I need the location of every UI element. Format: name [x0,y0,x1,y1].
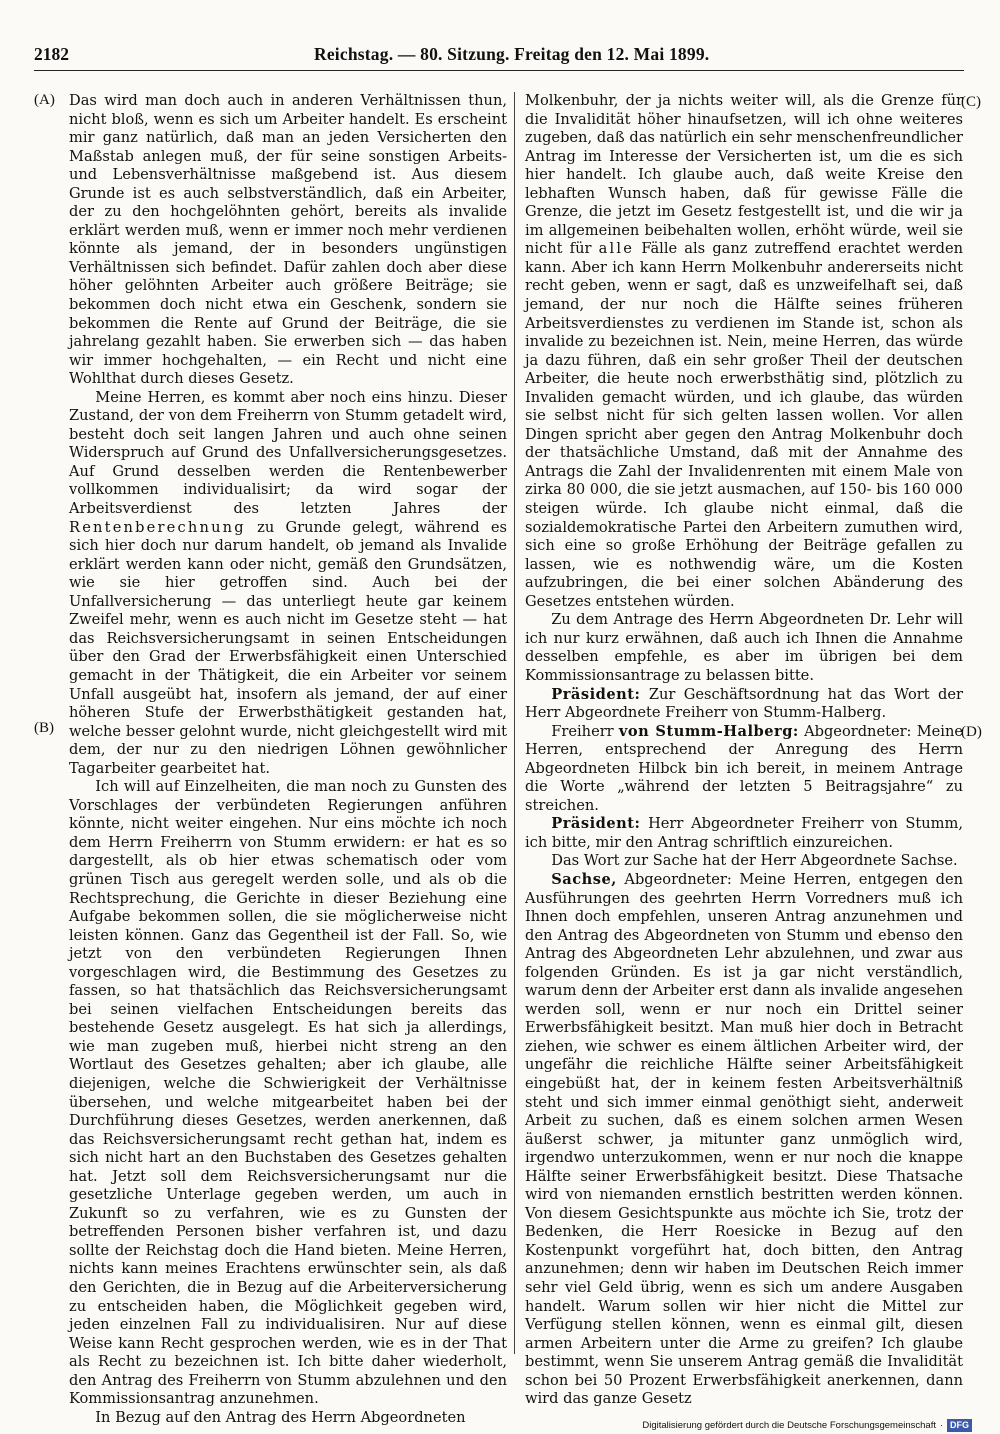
footer-separator: · [940,1420,943,1430]
speech-text: Herr Abgeordneter Freiherr von Stumm, ich bitte, mir den Antrag schriftlich einzureichen. [525,815,963,851]
text-run: zu Grunde gelegt, während es sich hier doch nur darum handelt, ob jemand als Invalide erklärt werden kann oder nicht, gemäß den Grundsätzen, wie sie hier getroffen sind. Auch bei der Unfallversicherung — das unterliegt heute gar keinem Zweifel mehr, wenn es auch nicht im Gesetze steht — hat das Reichsversicherungsamt in seinen Entscheidungen über den Grad der Erwerbsfähigkeit einen Unterschied gemacht in der Thätigkeit, die ein Arbeiter vor seinem Unfall ausgeübt hat, insofern als jemand, der auf einer höheren Stufe der Erwerbsthätigkeit gestanden hat, welche besser gelohnt wurde, nicht gleichgestellt wird mit dem, der nur zu den niedrigen Löhnen gewöhnlicher Tagarbeiter gearbeitet hat. [69,518,507,777]
footer-credit [642,1418,972,1432]
paragraph: Das Wort zur Sache hat der Herr Abgeordnete Sachse. [551,852,958,870]
column-divider [514,92,515,1354]
speaker-name: von Stumm-Halberg: [618,722,799,740]
dfg-logo: DFG [947,1419,972,1432]
text-run: Meine Herren, es kommt aber noch eins hinzu. Dieser Zustand, der von dem Freiherrn von Stumm getadelt wird, besteht doch seit langen Jahren und auch ohne seinen Widerspruch auf Grund des Unfallversicherungsgesetzes. Auf Grund desselben werden die Rentenbewerber vollkommen individualisirt; da wird sogar der Arbeitsverdienst des letzten Jahres der [69,388,507,518]
text-run-spaced: Rentenberechnung [69,518,246,536]
speaker-name: Präsident: [551,815,641,833]
speech-text: Abgeordneter: Meine Herren, entgegen den Ausführungen des geehrten Herrn Vorredners muß ich Ihnen doch empfehlen, unseren Antrag anzunehmen und den Antrag des Abgeordneten von Stumm und ebenso den Antrag des Abgeordneten Lehr abzulehnen, und zwar aus folgenden Gründen. Es ist ja gar nicht verständlich, warum denn der Arbeiter erst dann als invalide angesehen werden soll, wenn er nur noch ein Drittel seiner Erwerbsfähigkeit besitzt. Man muß hier doch in Betracht ziehen, wie schwer es einem ältlichen Arbeiter wird, der ungefähr die reichliche Hälfte seiner Arbeitsfähigkeit eingebüßt hat, der in keinem festen Arbeitsverhältniß steht und sich immer einmal genöthigt sieht, anderweit Arbeit zu suchen, daß es einem solchen armen Wesen äußerst schwer, ja mitunter ganz unmöglich wird, irgendwo unterzukommen, wenn er nur noch die knappe Hälfte seiner Erwerbsfähigkeit besitzt. Diese Thatsache wird von niemanden ernstlich bestritten werden können. Von diesem Gesichtspunkte aus möchte ich Sie, trotz der Bedenken, die Herr Roesicke in Bezug auf den Kostenpunkt vorgeführt hat, doch bitten, den Antrag anzunehmen; denn wir haben im Deutschen Reich immer sehr viel Geld übrig, wenn es sich um andere Ausgaben handelt. Warum sollen wir hier nicht die Mittel zur Verfügung stellen können, wenn es einmal gilt, diesen armen Arbeitern unter die Arme zu greifen? Ich glaube bestimmt, wenn Sie unserem Antrag gemäß die Invalidität schon bei 50 Prozent Erwerbsfähigkeit anerkennen, dann wird das ganze Gesetz [525,870,964,1408]
paragraph [69,389,507,778]
paragraph: Ich will auf Einzelheiten, die man noch zu Gunsten des Vorschlages der verbündeten Regierungen anführen könnte, nicht weiter eingehen. Nur eins möchte ich noch dem Herrn Freiherrn von Stumm erwidern: er hat es so dargestellt, als ob hier etwas schematisch oder vom grünen Tisch aus geregelt werden solle, und als ob die Rechtsprechung, die Gerichte in dieser Beziehung eine Aufgabe bekommen sollen, die sie möglicherweise nicht leisten können. Ganz das Gegentheil ist der Fall. So, wie jetzt von den verbündeten Regierungen Ihnen vorgeschlagen wird, die Bestimmung des Gesetzes zu fassen, so hat thatsächlich das Reichsversicherungsamt bei seinen vielfachen Entscheidungen bereits das bestehende Gesetz ausgelegt. Es hat sich ja allerdings, wie man zugeben muß, hierbei nicht streng an den Wortlaut des Gesetzes gehalten; aber ich glaube, alle diejenigen, welche die Schwierigkeit der Verhältnisse übersehen, und welche mitgearbeitet haben bei der Durchführung dieses Gesetzes, werden anerkennen, daß das Reichsversicherungsamt recht gethan hat, indem es sich nicht hart an den Buchstaben des Gesetzes gehalten hat. Jetzt soll dem Reichsversicherungsamt nur die gesetzliche Unterlage gegeben werden, um auch in Zukunft so zu verfahren, wie es zu Gunsten der betreffenden Personen bisher verfahren ist, und dazu sollte der Reichstag doch die Hand bieten. Meine Herren, nichts kann meines Erachtens erwünschter sein, als daß den Gerichten, die in Bezug auf die Arbeiterversicherung zu entscheiden haben, die Möglichkeit gegeben wird, jeden einzelnen Fall zu individualisiren. Nur auf diese Weise kann Recht gesprochen werden, wie es in der That als Recht zu bezeichnen ist. Ich bitte daher wiederholt, den Antrag des Freiherrn von Stumm abzulehnen und den Kommissionsantrag anzunehmen. [69,778,507,1408]
speech-text: Abgeordneter: Meine Herren, entsprechend der Anregung des Herrn Abgeordneten Hilbck bin ich bereit, in meinem Antrage die Worte „während der letzten 5 Beitragsjahre“ zu streichen. [525,722,963,814]
running-title: Reichstag. — 80. Sitzung. Freitag den 12. Mai 1899. [314,44,710,64]
speaker-name: Sachse, [551,870,617,888]
speech [525,723,963,816]
speaker-name: Präsident: [551,685,641,703]
paragraph: Zu dem Antrage des Herrn Abgeordneten Dr. Lehr will ich nur kurz erwähnen, daß auch ich Ihnen die Annahme desselben empfehle, es aber im übrigen bei dem Kommissionsantrage zu belassen bitte. [525,611,963,684]
header-rule [34,70,964,71]
left-column [69,92,507,1426]
text-run: Fälle als ganz zutreffend erachtet werden kann. Aber ich kann Herrn Molkenbuhr andererseits nicht recht geben, wenn er sagt, daß es unzweifelhaft sei, daß jemand, der nur noch die Hälfte seines früheren Arbeitsverdienstes zu verdienen im Stande ist, schon als invalide zu bezeichnen ist. Nein, meine Herren, das würde ja dazu führen, daß ein sehr großer Theil der deutschen Arbeiter, die heute noch erwerbsthätig sind, plötzlich zu Invaliden gemacht würden, und ich glaube, das würden sie selbst nicht für sich gelten lassen wollen. Vor allen Dingen spricht aber gegen den Antrag Molkenbuhr doch der thatsächliche Umstand, daß mit der Annahme des Antrags die Zahl der Invalidenrenten mit einem Male von zirka 80 000, die sie jetzt ausmachen, auf 150- bis 160 000 steigen würde. Ich glaube nicht einmal, daß die sozialdemokratische Partei den Arbeitern zumuthen wird, sich eine so große Erhöhung der Beiträge gefallen zu lassen, wie es nothwendig wäre, um die Kosten aufzubringen, die bei einer solchen Abänderung des Gesetzes entstehen würden. [525,240,964,610]
speech [525,871,963,1409]
speaker-prefix: Freiherr [551,722,614,740]
margin-marker-a: (A) [34,92,55,108]
margin-marker-b: (B) [34,720,54,736]
paragraph: In Bezug auf den Antrag des Herrn Abgeordneten [95,1408,466,1426]
speech [525,815,963,852]
paragraph: Das wird man doch auch in anderen Verhältnissen thun, nicht bloß, wenn es sich um Arbeiter handelt. Es erscheint mir ganz natürlich, daß man an jeden Versicherten den Maßstab anlegen muß, der für seine sonstigen Arbeits- und Lebensverhältnisse maßgebend ist. Aus diesem Grunde ist es auch selbstverständlich, daß ein Arbeiter, der zu den hochgelöhnten gehört, bereits als invalide erklärt werden muß, wenn er immer noch mehr verdienen könnte als jemand, der in besonders ungünstigen Verhältnissen sich befindet. Dafür zahlen doch aber diese höher gelöhnten Arbeiter auch größere Beiträge; sie bekommen doch nicht etwa ein Geschenk, sondern sie bekommen die Rente auf Grund der Beiträge, die sie jahrelang gezahlt haben. Sie erwerben sich — das haben wir immer hochgehalten, — ein Recht und nicht eine Wohlthat durch dieses Gesetz. [69,92,507,388]
paragraph [525,92,963,611]
footer-text: Digitalisierung gefördert durch die Deutsche Forschungsgemeinschaft [642,1419,936,1431]
margin-marker-d: (D) [961,724,982,740]
speech [525,686,963,723]
right-column [525,92,964,1408]
margin-marker-c: (C) [961,94,981,110]
page-number: 2182 [34,44,69,64]
speech-text: Zur Geschäftsordnung hat das Wort der Herr Abgeordnete Freiherr von Stumm-Halberg. [525,685,963,722]
text-run: Molkenbuhr, der ja nichts weiter will, als die Grenze für die Invalidität höher hinaufsetzen, will ich ohne weiteres zugeben, daß das natürlich ein sehr menschenfreundlicher Antrag im Interesse der Versicherten ist, um die es sich hier handelt. Ich glaube auch, daß weite Kreise den lebhaften Wunsch haben, daß für gewisse Fälle die Grenze, die jetzt im Gesetz festgestellt ist, und die wir ja im allgemeinen beibehalten wollen, erhöht würde, weil sie nicht für [525,92,963,258]
page-header [34,44,964,72]
text-run-spaced: alle [598,240,635,258]
